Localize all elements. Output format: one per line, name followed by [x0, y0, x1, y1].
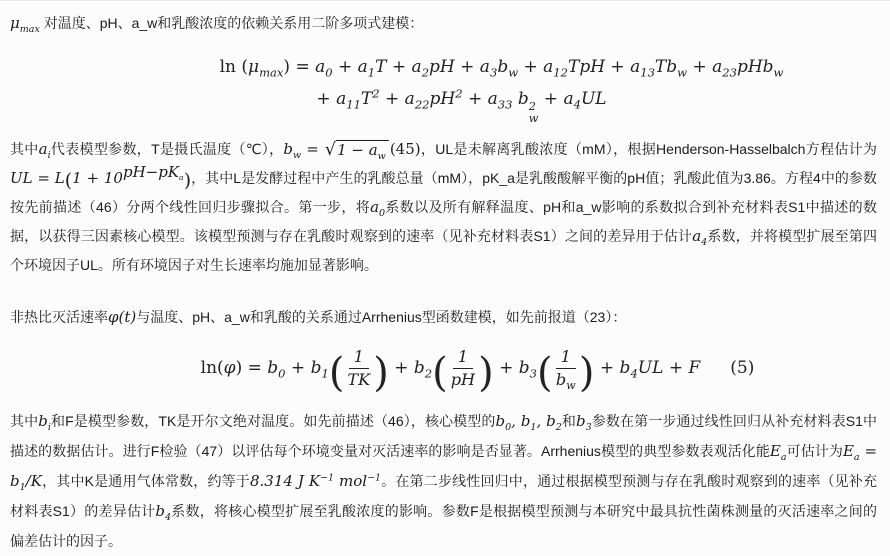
equation-inactivation-arrhenius: $\ln(\varphi) = b_0 + b_1$( $\frac{1}{TK}$ ) + $b_2$( $\frac{1}{pH}$ ) + $b_3$( $\frac{1}{b_w}$ ) + $b_4UL + F$ (5): [200, 347, 755, 396]
equation-4-line-1: $\ln (\mu_{max}) = a_0 + a_1T + a_2pH + a_3b_w + a_{12}TpH + a_{13}Tb_w + a_{23}pHb_w$: [219, 57, 784, 80]
paragraph-inactivation-intro: 非热比灭活速率φ(t)与温度、pH、a_w和乳酸的关系通过Arrhenius型函数建模，如先前报道（23）：: [10, 307, 627, 326]
paragraph-growth-model-details: 其中$a_i$代表模型参数，T是摄氏温度（℃），$b_w$ = √ $1 - a_w$ (45)，UL是未解离乳酸浓度（mM），根据Henderson-Hasselbalch方程估计为UL = $L(1 + 10^{pH-pK_a})$，其中L是发酵过程中产生的乳酸总量（mM），pK_a是乳酸酸解平衡的pH值；乳酸此值为3.86。方程4中的参数按先前描述（46）分两个线性回归步骤拟合。第一步，将$a_0$系数以及所有解释温度、pH和a_w影响的系数拟合到补充材料表S1中描述的数据，以获得三因素核心模型。该模型预测与存在乳酸时观察到的速率（见补充材料表S1）之间的差异用于估计$a_4$系数，并将模型扩展至第四个环境因子UL。所有环境因子对生长速率均施加显著影响。: [10, 139, 878, 273]
paragraph-growth-model-intro: $\mu_{max}$ 对温度、pH、a_w和乳酸浓度的依赖关系用二阶多项式建模：: [10, 14, 424, 35]
equation-growth-polynomial: [10, 51, 877, 125]
paragraph-inactivation-details: 其中$b_i$和F是模型参数，TK是开尔文绝对温度。如先前描述（46），核心模型的$b_0$, $b_1$, $b_2$和$b_3$参数在第一步通过线性回归从补充材料表S1中描述的数据估计。进行F检验（47）以评估每个环境变量对灭活速率的影响是否显著。Arrhenius模型的典型参数表观活化能$E_a$可估计为$E_a = b_1/K$，其中K是通用气体常数，约等于8.314 J $K^{-1}$ mol$^{-1}$。在第二步线性回归中，通过根据模型预测与存在乳酸时观察到的速率（见补充材料表S1）的差异估计$b_4$系数，将核心模型扩展至乳酸浓度的影响。参数F是根据模型预测与本研究中最具抗性菌株测量的灭活速率之间的偏差估计的因子。: [10, 411, 878, 549]
equation-4-line-2: + $a_{11}T^2 + a_{22}pH^2 + a_{33}$ b 2 w + $a_4UL$: [316, 86, 607, 125]
